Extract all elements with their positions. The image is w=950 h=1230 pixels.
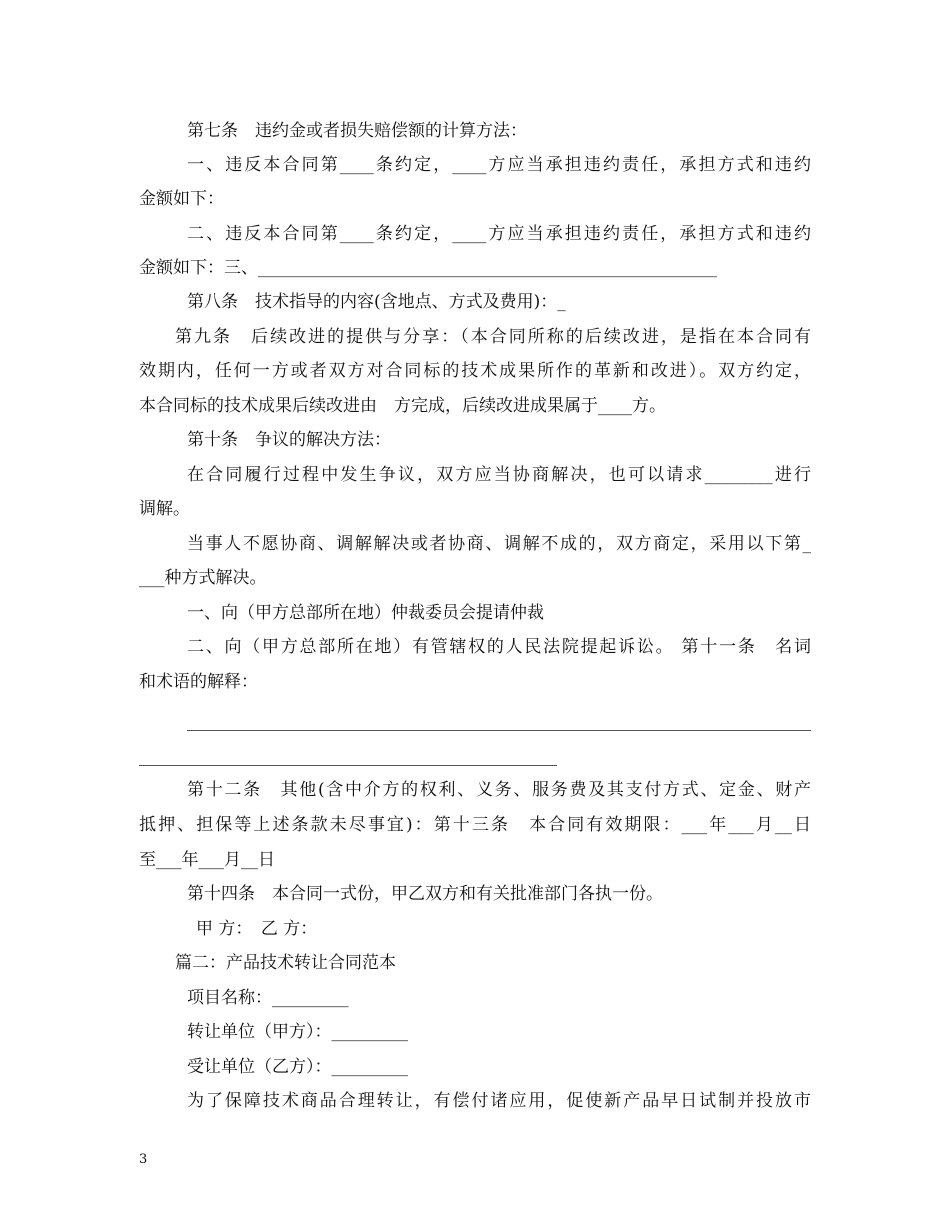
page-number: 3 [139,1152,148,1167]
article-11-cont: 和术语的解释： [139,672,258,692]
transferor-field: 转让单位（甲方）：_________ [187,1022,408,1042]
article-10-heading: 第十条 争议的解决方法： [187,430,391,450]
article-7-heading: 第七条 违约金或者损失赔偿额的计算方法： [187,121,527,141]
article-7-clause-2-cont: 金额如下：三、______________________________________________________ [139,258,717,278]
article-10-para-2-cont: ___种方式解决。 [139,568,267,588]
project-name-field: 项目名称：_________ [187,988,349,1008]
article-10-para-2: 当事人不愿协商、调解解决或者协商、调解不成的，双方商定，采用以下第_ [187,534,811,554]
article-12-line-1: 第十二条 其他(含中介方的权利、义务、服务费及其支付方式、定金、财产 [187,780,811,800]
article-10-option-2: 二、向（甲方总部所在地）有管辖权的人民法院提起诉讼。 第十一条 名词 [187,637,811,657]
article-12-line-2: 抵押、担保等上述条款未尽事宜)：第十三条 本合同有效期限：___年___月__日 [139,815,811,835]
article-14: 第十四条 本合同一式份，甲乙双方和有关批准部门各执一份。 [187,884,663,904]
article-10-para-1: 在合同履行过程中发生争议，双方应当协商解决，也可以请求________进行 [187,465,811,485]
article-10-option-1: 一、向（甲方总部所在地）仲裁委员会提请仲裁 [187,603,544,623]
blank-rule-2 [139,765,557,766]
intro-paragraph: 为了保障技术商品合理转让，有偿付诸应用，促使新产品早日试制并投放市 [187,1091,811,1111]
article-7-clause-1: 一、违反本合同第____条约定，____方应当承担违约责任，承担方式和违约 [187,155,811,175]
section-2-title: 篇二：产品技术转让合同范本 [175,953,396,973]
article-10-para-1-cont: 调解。 [139,499,190,519]
transferee-field: 受让单位（乙方）：_________ [187,1057,408,1077]
article-7-clause-1-cont: 金额如下： [139,189,224,209]
signature-parties: 甲 方： 乙 方： [196,919,318,939]
blank-rule-1 [187,730,811,731]
article-13-cont: 至___年___月__日 [139,850,275,870]
article-7-clause-2: 二、违反本合同第____条约定，____方应当承担违约责任，承担方式和违约 [187,224,811,244]
article-8: 第八条 技术指导的内容(含地点、方式及费用)：_ [187,292,566,312]
article-9-line-3: 本合同标的技术成果后续改进由 方完成，后续改进成果属于____方。 [139,396,666,416]
article-9-line-2: 效期内，任何一方或者双方对合同标的技术成果所作的革新和改进）。双方约定， [139,361,811,381]
article-9-line-1: 第九条 后续改进的提供与分享：（本合同所称的后续改进，是指在本合同有 [175,327,811,347]
